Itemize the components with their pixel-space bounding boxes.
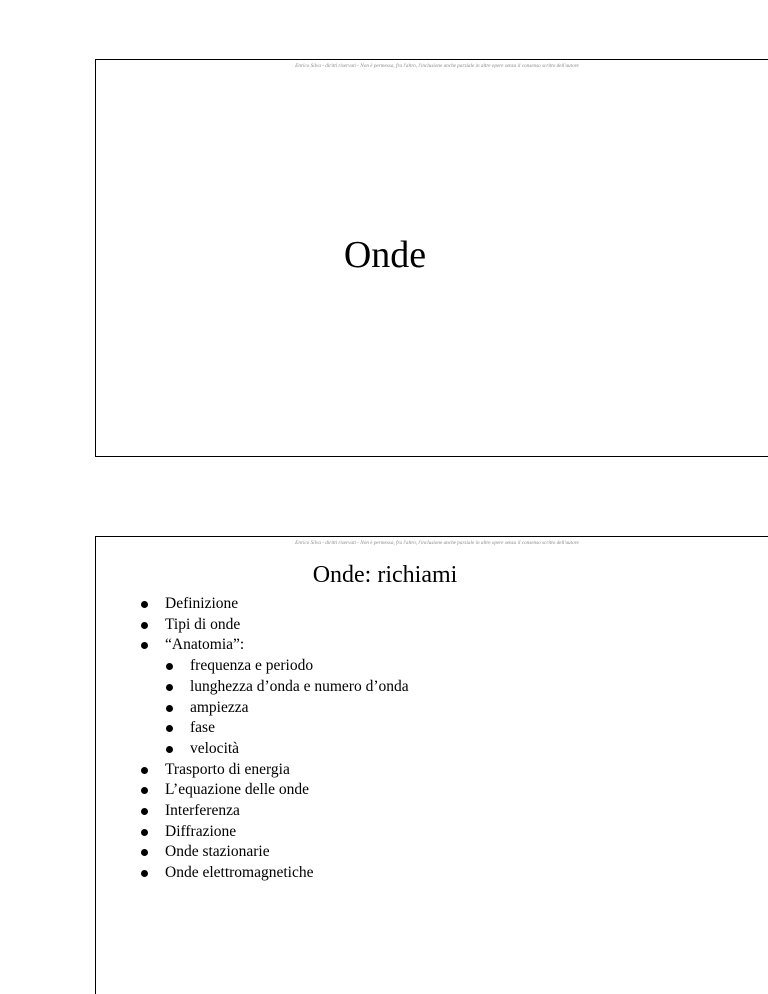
sub-list-item <box>140 718 409 739</box>
slide-title: Onde: richiami <box>312 562 458 588</box>
bullet-list <box>140 594 409 884</box>
list-item-text: ampiezza <box>190 698 249 716</box>
bullet-icon <box>141 767 148 774</box>
list-item <box>140 780 409 801</box>
list-item-text: Onde stazionarie <box>165 843 270 861</box>
bullet-icon <box>141 787 148 794</box>
slide-2 <box>95 536 768 994</box>
sub-list-item <box>140 677 409 698</box>
bullet-icon <box>141 622 148 629</box>
list-item-text: “Anatomia”: <box>165 636 245 654</box>
bullet-icon <box>166 705 173 712</box>
list-item-text: velocità <box>190 739 240 757</box>
bullet-icon <box>141 870 148 877</box>
bullet-icon <box>141 601 148 608</box>
list-item-text: fase <box>190 719 215 737</box>
bullet-icon <box>166 725 173 732</box>
list-item <box>140 594 409 615</box>
bullet-icon <box>141 849 148 856</box>
bullet-icon <box>166 746 173 753</box>
list-item <box>140 842 409 863</box>
list-item-text: Tipi di onde <box>165 615 241 633</box>
list-item-text: L’equazione delle onde <box>165 781 310 799</box>
slide-title: Onde <box>343 234 427 276</box>
list-item <box>140 760 409 781</box>
bullet-icon <box>166 684 173 691</box>
list-item-text: Diffrazione <box>165 822 237 840</box>
bullet-icon <box>166 663 173 670</box>
copyright-notice: Enrico Silva - diritti riservati - Non è permessa, fra l'altro, l'inclusione anche parziale in altre opere senza il consenso scritto dell'autore <box>295 540 579 546</box>
sub-list-item <box>140 698 409 719</box>
sub-list-item <box>140 739 409 760</box>
list-item <box>140 822 409 843</box>
list-item <box>140 801 409 822</box>
list-item-text: Trasporto di energia <box>165 760 290 778</box>
list-item-text: Onde elettromagnetiche <box>165 864 314 882</box>
bullet-icon <box>141 829 148 836</box>
bullet-icon <box>141 808 148 815</box>
copyright-notice: Enrico Silva - diritti riservati - Non è permessa, fra l'altro, l'inclusione anche parziale in altre opere senza il consenso scritto dell'autore <box>295 63 579 69</box>
list-item-text: lunghezza d’onda e numero d’onda <box>190 677 409 695</box>
list-item <box>140 863 409 884</box>
list-item-text: Interferenza <box>165 802 240 820</box>
list-item <box>140 615 409 636</box>
bullet-icon <box>141 642 148 649</box>
list-item <box>140 635 409 656</box>
sub-list-item <box>140 656 409 677</box>
list-item-text: Definizione <box>165 595 239 612</box>
list-item-text: frequenza e periodo <box>190 657 314 675</box>
slide-1 <box>95 59 768 457</box>
